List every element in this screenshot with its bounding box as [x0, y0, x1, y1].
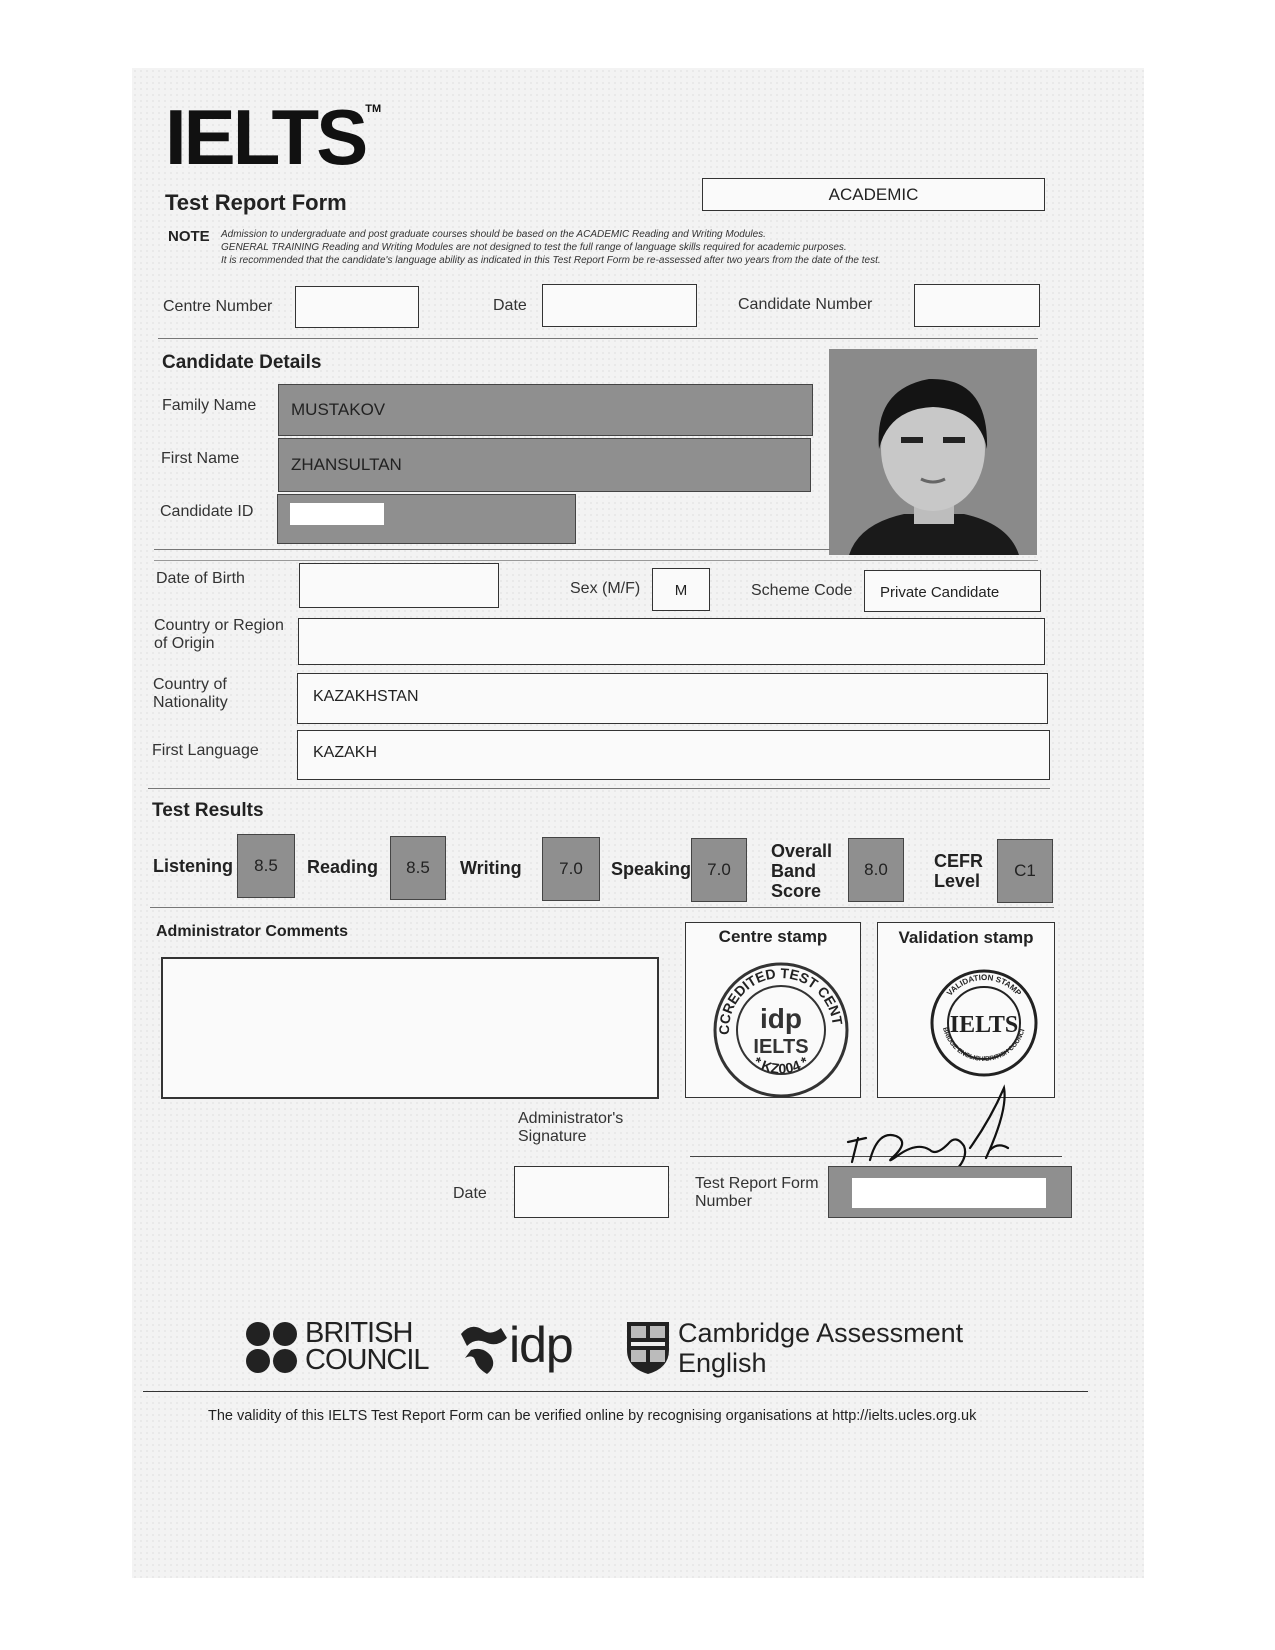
accredited-centre-stamp-icon [711, 960, 851, 1100]
divider-3 [154, 560, 1038, 561]
admin-comments-label: Administrator Comments [156, 923, 349, 940]
validation-stamp-label: Validation stamp [898, 928, 1034, 947]
reading-score: 8.5 [390, 836, 446, 900]
centre-number-label: Centre Number [163, 298, 273, 315]
note-line-1: Admission to undergraduate and post graduate courses should be based on the ACADEMIC Reading and Writing Modules. [221, 229, 766, 240]
svg-text:IELTS: IELTS [949, 1012, 1019, 1038]
sex-value: M [674, 582, 688, 599]
sex-label: Sex (M/F) [570, 580, 641, 597]
candidate-photo [829, 349, 1037, 555]
trf-number-redaction [852, 1178, 1046, 1208]
nationality-field[interactable] [297, 673, 1048, 724]
svg-text:IELTS: IELTS [753, 1036, 809, 1058]
divider-2 [154, 549, 830, 550]
scheme-code-label: Scheme Code [751, 582, 853, 599]
family-name-label: Family Name [162, 397, 257, 414]
date-field[interactable] [542, 284, 697, 327]
validation-stamp-icon [929, 968, 1039, 1078]
cambridge-line-2: English [678, 1348, 767, 1378]
dob-label: Date of Birth [156, 570, 245, 587]
divider-4 [148, 788, 1050, 789]
candidate-number-field[interactable] [914, 284, 1040, 327]
cefr-level: C1 [997, 839, 1053, 903]
first-language-field[interactable] [297, 730, 1050, 780]
idp-logo [457, 1318, 587, 1378]
first-name-label: First Name [161, 450, 240, 467]
test-results-title: Test Results [152, 800, 264, 821]
listening-score: 8.5 [237, 834, 295, 898]
administrator-signature [840, 1080, 1020, 1180]
trf-number-label: Test Report Form Number [695, 1175, 819, 1211]
british-council-line-2: COUNCIL [305, 1344, 429, 1376]
cefr-label: CEFR Level [934, 851, 983, 891]
centre-number-field[interactable] [295, 286, 419, 328]
listening-label: Listening [153, 856, 233, 876]
signature-scribble [840, 1080, 1020, 1180]
divider-1 [158, 338, 1038, 339]
nationality-label: Country of Nationality [153, 676, 228, 712]
admin-comments-field[interactable] [161, 957, 659, 1099]
footer-divider [143, 1391, 1088, 1392]
cambridge-line-1: Cambridge Assessment [678, 1318, 964, 1348]
scheme-code-field[interactable] [864, 570, 1041, 612]
british-council-dots-icon [245, 1321, 299, 1375]
writing-score: 7.0 [542, 837, 600, 901]
trademark: TM [365, 103, 382, 115]
form-title: Test Report Form [165, 190, 347, 215]
cambridge-logo [625, 1318, 965, 1380]
overall-label: Overall Band Score [771, 841, 833, 901]
overall-score: 8.0 [848, 838, 904, 902]
note-line-3: It is recommended that the candidate's language ability as indicated in this Test Report Form be re-assessed after two years from the date of the test. [221, 255, 881, 266]
first-language-value: KAZAKH [313, 744, 378, 761]
speaking-score: 7.0 [691, 838, 747, 902]
module-box [702, 178, 1045, 211]
svg-text:* KZ004 *: * KZ004 * [750, 1053, 812, 1077]
validity-text: The validity of this IELTS Test Report Form can be verified online by recognising organisations at http://ielts.ucles.org.uk [208, 1408, 977, 1424]
origin-label: Country or Region of Origin [154, 617, 284, 653]
first-name-field[interactable]: ZHANSULTAN [278, 438, 811, 492]
note-line-2: GENERAL TRAINING Reading and Writing Modules are not designed to test the full range of language skills required for academic purposes. [221, 242, 847, 253]
divider-5 [150, 907, 1054, 908]
admin-date-field[interactable] [514, 1166, 669, 1218]
candidate-details-title: Candidate Details [162, 352, 322, 373]
admin-signature-label: Administrator's Signature [518, 1110, 624, 1146]
note-text [221, 228, 1041, 267]
svg-text:idp: idp [760, 1003, 802, 1034]
origin-field[interactable] [298, 618, 1045, 665]
reading-label: Reading [307, 857, 379, 877]
svg-text:ACCREDITED TEST CENTRE: CCREDITED TEST CENT [715, 964, 846, 1035]
candidate-id-label: Candidate ID [160, 503, 254, 520]
idp-figure-icon [457, 1320, 509, 1376]
centre-stamp-label: Centre stamp [718, 927, 828, 946]
centre-stamp [711, 960, 851, 1100]
candidate-number-label: Candidate Number [738, 296, 873, 313]
dob-field[interactable] [299, 563, 499, 608]
portrait-image [829, 349, 1037, 555]
validation-stamp [929, 968, 1039, 1078]
family-name-field[interactable]: MUSTAKOV [278, 384, 813, 436]
scheme-code-value: Private Candidate [880, 584, 1000, 601]
writing-label: Writing [460, 858, 522, 878]
svg-text:VALIDATION STAMP: VALIDATION STAMP [944, 973, 1024, 998]
svg-text:CAMBRIDGE ENGLISH/BRITISH COUN: BRIDGE ENGLISH/BRITISH COUNCI [941, 1026, 1027, 1063]
sex-field[interactable] [652, 568, 710, 611]
idp-text: idp [509, 1317, 573, 1373]
note-label: NOTE [168, 228, 210, 245]
first-language-label: First Language [152, 742, 259, 759]
cambridge-shield-icon [625, 1320, 671, 1376]
british-council-line-1: BRITISH [305, 1317, 413, 1349]
admin-date-label: Date [453, 1185, 487, 1202]
speaking-label: Speaking [611, 859, 692, 879]
candidate-id-redaction [290, 503, 384, 525]
date-label: Date [493, 297, 527, 314]
module-value: ACADEMIC [828, 185, 919, 204]
nationality-value: KAZAKHSTAN [313, 688, 419, 705]
ielts-logo: IELTS™ [165, 93, 382, 181]
